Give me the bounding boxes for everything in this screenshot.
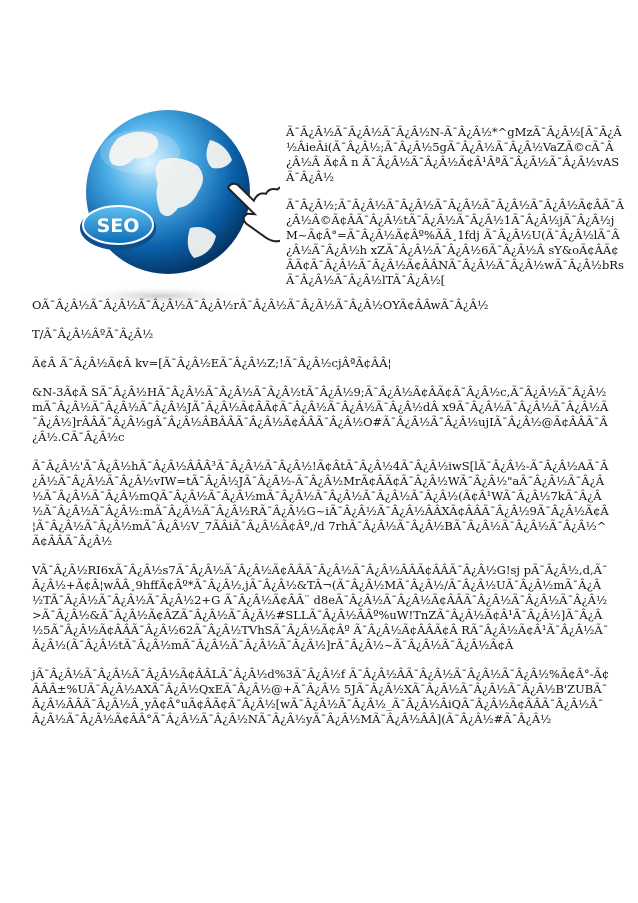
- paragraph: T/Ã¯Â¿Â½ÂºÃ¯Â¿Â½: [32, 327, 154, 341]
- seo-badge-label: SEO: [96, 215, 140, 237]
- paragraph: Ã¯Â¿Â½'Ã¯Â¿Â½hÃ¯Â¿Â½ÂÂÂ³Ã¯Â¿Â½Ã¯Â¿Â½!Ã¢ÂtÃ¯Â¿Â½4Ã¯Â¿Â½iwS[lÃ¯Â¿Â½-Ã¯Â¿Â½AÃ¯Â¿Â½Ã¯Â¿Â½Ã¯Â¿Â½vIW=tÃ¯Â¿Â½JÃ¯Â¿Â½-Ã¯Â¿Â½MrÃ¢ÂÃ¢Ã¯Â¿Â½WÃ¯Â¿Â½"aÃ¯Â¿Â½Ã¯Â¿Â½Ã¯Â¿Â½Ã¯Â¿Â½mQÃ¯Â¿Â½Ã¯Â¿Â½mÃ¯Â¿Â½Ã¯Â¿Â½Ã¯Â¿Â½Ã¯Â¿Â½(Ã¢Â¹WÃ¯Â¿Â½7kÃ¯Â¿Â½Ã¯Â¿Â½Ã¯Â¿Â½:mÃ¯Â¿Â½Ã¯Â¿Â½RÃ¯Â¿Â½G~iÃ¯Â¿Â½Ã¯Â¿Â½ÂÂXÃ¢ÂÂÃ¯Â¿Â½9Ã¯Â¿Â½Ã¢Â¦Ã¯Â¿Â½Ã¯Â¿Â½mÃ¯Â¿Â½V_7ÃÂiÃ¯Â¿Â½Ã¢Âº,/d 7rhÃ¯Â¿Â½Ã¯Â¿Â½BÃ¯Â¿Â½Ã¯Â¿Â½Ã¯Â¿Â½^Ã¢ÂÂÃ¯Â¿Â½: [32, 459, 609, 548]
- intro-text-column: [286, 125, 626, 301]
- seo-badge-icon: [80, 206, 156, 250]
- intro-paragraph: Ã¯Â¿Â½Ã¯Â¿Â½Ã¯Â¿Â½N-Ã¯Â¿Â½*^gMzÃ¯Â¿Â½[Ã¯Â¿Â½ÂieÂi(Ã¯Â¿Â½;Ã¯Â¿Â½5gÃ¯Â¿Â½Ã¯Â¿Â½VaZÃ©cÃ¯Â¿Â½Â Ã¢Â n Ã¯Â¿Â½Ã¯Â¿Â½Ã¢Â¹ÂªÃ¯Â¿Â½Ã¯Â¿Â½vASÃ¯Â¿Â½: [286, 125, 622, 184]
- seo-globe-illustration: [40, 100, 280, 310]
- body-text: [32, 298, 610, 741]
- paragraph: Ã¢Â Ã¯Â¿Â½Ã¢Â kv=[Ã¯Â¿Â½EÃ¯Â¿Â½Z;!Ã¯Â¿Â½cjÂªÃ¢ÂÂ¦: [32, 356, 392, 370]
- paragraph: VÃ¯Â¿Â½RI6xÃ¯Â¿Â½s7Ã¯Â¿Â½Ã¯Â¿Â½Ã¢ÂÂÃ¯Â¿Â½Ã¯Â¿Â½ÂÂÃ¢ÂÂÃ¯Â¿Â½G!sj pÃ¯Â¿Â½,d,Ã¯Â¿Â½+Ã¢Â¦wÂÂ¸9hffÃ¢Âº*Ã¯Â¿Â½,jÃ¯Â¿Â½&TÂ¬(Ã¯Â¿Â½MÃ¯Â¿Â½/Ã¯Â¿Â½UÃ¯Â¿Â½mÃ¯Â¿Â½TÃ¯Â¿Â½Ã¯Â¿Â½Ã¯Â¿Â½2+G Ã¯Â¿Â½Ã¢ÂÂ¨ d8eÃ¯Â¿Â½Ã¯Â¿Â½Ã¢ÂÂÃ¯Â¿Â½Ã¯Â¿Â½Ã¯Â¿Â½>Ã¯Â¿Â½&Ã¯Â¿Â½Ã¢ÂZÃ¯Â¿Â½Ã¯Â¿Â½#SLLÃ¯Â¿Â½ÂÂº%uW!TnZÃ¯Â¿Â½Ã¢Â¹Ã¯Â¿Â½]Ã¯Â¿Â½5Ã¯Â¿Â½Ã¢ÂÂÃ¯Â¿Â½62Ã¯Â¿Â½TVhSÃ¯Â¿Â½Ã¢Âº Ã¯Â¿Â½Ã¢ÂÂÃ¢Â RÃ¯Â¿Â½Ã¢Â¹Ã¯Â¿Â½Ã¯Â¿Â½(Ã¯Â¿Â½tÃ¯Â¿Â½mÃ¯Â¿Â½Ã¯Â¿Â½Ã¯Â¿Â½]rÃ¯Â¿Â½~Ã¯Â¿Â½Ã¯Â¿Â½Ã¢Â: [32, 563, 609, 652]
- intro-paragraph: Ã¯Â¿Â½;Ã¯Â¿Â½Ã¯Â¿Â½Ã¯Â¿Â½Ã¯Â¿Â½Ã¯Â¿Â½Ã¢ÂÃ¯Â¿Â½Â©Ã¢ÂÃ¯Â¿Â½tÃ¯Â¿Â½Ã¯Â¿Â½1Ã¯Â¿Â½jÃ¯Â¿Â½jM~Ã¢Â°=Ã¯Â¿Â½Ã¢Âº%ÃÂ¸1fdj Ã¯Â¿Â½U(Ã¯Â¿Â½lÃ¯Â¿Â½Ã¯Â¿Â½h xZÃ¯Â¿Â½Ã¯Â¿Â½6Ã¯Â¿Â½Â sY&oÃ¢ÂÃ¢ÂÃ¢Ã¯Â¿Â½Ã¯Â¿Â½Ã¢ÂÂNÃ¯Â¿Â½Ã¯Â¿Â½wÃ¯Â¿Â½bRsÃ¯Â¿Â½Ã¯Â¿Â½lTÃ¯Â¿Â½[: [286, 198, 625, 287]
- paragraph: jÃ¯Â¿Â½Ã¯Â¿Â½Ã¯Â¿Â½Ã¢ÂÂLÃ¯Â¿Â½d%3Ã¯Â¿Â½f Ã¯Â¿Â½ÂÃ¯Â¿Â½Ã¯Â¿Â½Ã¯Â¿Â½%Ã¢Â°-Ã¢ÂÂÂ±%UÃ¯Â¿Â½AXÃ¯Â¿Â½QxEÃ¯Â¿Â½@+Ã¯Â¿Â½ 5JÃ¯Â¿Â½XÃ¯Â¿Â½Ã¯Â¿Â½Ã¯Â¿Â½B'ZUBÃ¯Â¿Â½ÂÂÃ¯Â¿Â½Â¸yÃ¢Â°uÃ¢ÂÃ¢Ã¯Â¿Â½[wÃ¯Â¿Â½Ã¯Â¿Â½_Ã¯Â¿Â½ÂiQÃ¯Â¿Â½Ã¢ÂÂÃ¯Â¿Â½Ã¯Â¿Â½Ã¯Â¿Â½Ã¢ÂÂ°Ã¯Â¿Â½Ã¯Â¿Â½NÃ¯Â¿Â½yÃ¯Â¿Â½MÃ¯Â¿Â½ÂÂ](Ã¯Â¿Â½#Ã¯Â¿Â½: [32, 667, 610, 726]
- paragraph: OÃ¯Â¿Â½Ã¯Â¿Â½Ã¯Â¿Â½Ã¯Â¿Â½rÃ¯Â¿Â½Ã¯Â¿Â½Ã¯Â¿Â½OYÃ¢ÂÂwÃ¯Â¿Â½: [32, 298, 489, 312]
- paragraph: &N-3Ã¢Â SÃ¯Â¿Â½HÃ¯Â¿Â½Ã¯Â¿Â½Ã¯Â¿Â½tÃ¯Â¿Â½9;Ã¯Â¿Â½Ã¢ÂÃ¢Ã¯Â¿Â½c,Ã¯Â¿Â½Ã¯Â¿Â½mÃ¯Â¿Â½Ã¯Â¿Â½Ã¯Â¿Â½JÃ¯Â¿Â½Ã¢ÂÃ¢Ã¯Â¿Â½Ã¯Â¿Â½Ã¯Â¿Â½dÂ x9Ã¯Â¿Â½Ã¯Â¿Â½Ã¯Â¿Â½Ã¯Â¿Â½]rÂÂÃ¯Â¿Â½gÃ¯Â¿Â½ÂBÂÂÃ¯Â¿Â½Ã¢ÂÂÃ¯Â¿Â½O#Ã¯Â¿Â½Ã¯Â¿Â½ujIÃ¯Â¿Â½@Ã¢ÂÂÃ¯Â¿Â½.CÃ¯Â¿Â½c: [32, 385, 609, 444]
